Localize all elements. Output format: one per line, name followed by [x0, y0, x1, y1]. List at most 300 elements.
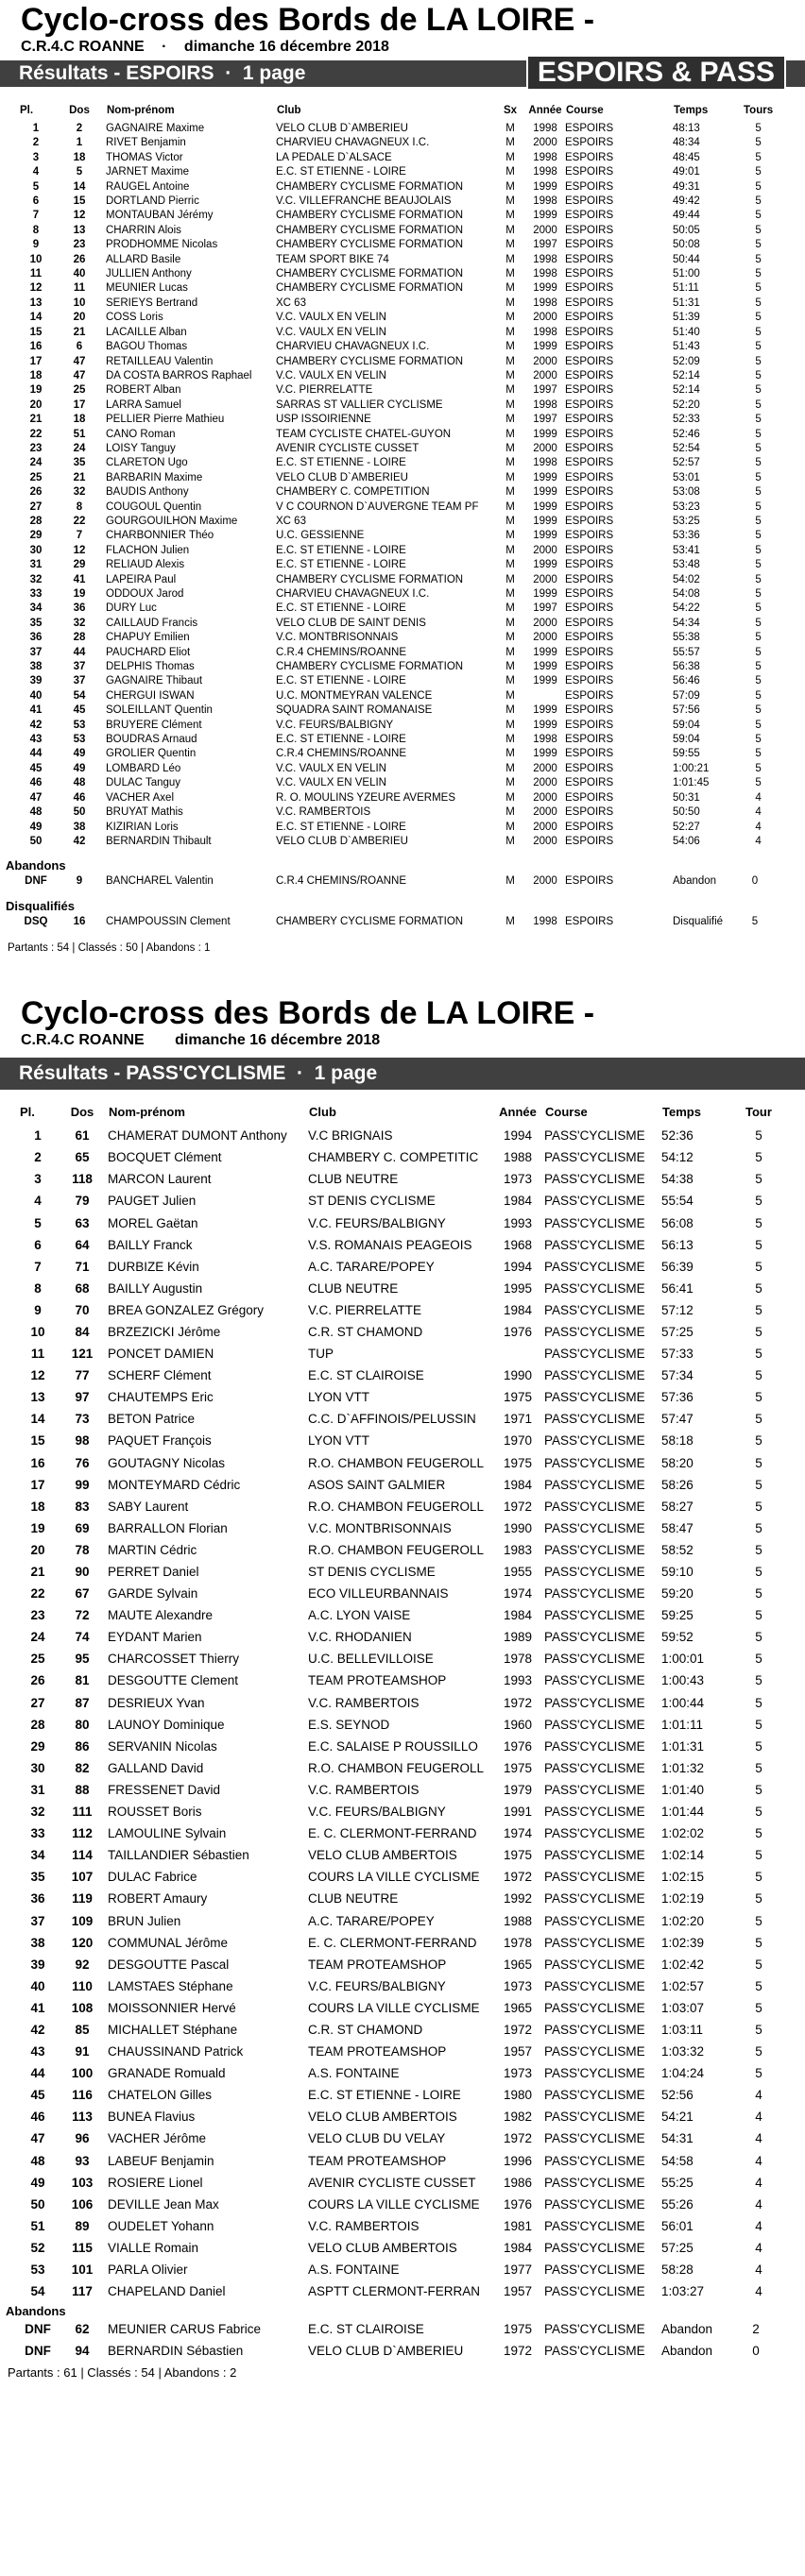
cell-year: 1973: [503, 2066, 533, 2081]
cell-sex: M: [505, 137, 515, 149]
cell-year: 1960: [503, 1717, 533, 1732]
cell-name: DEVILLE Jean Max: [108, 2196, 219, 2212]
cell-laps: 5: [755, 1978, 762, 1993]
dsq-label: Disqualifiés: [6, 898, 75, 913]
cell-name: DESGOUTTE Clement: [108, 1673, 239, 1688]
cell-bib: 14: [73, 180, 86, 193]
cell-rank: 8: [34, 1280, 42, 1296]
cell-year: 1993: [503, 1673, 533, 1688]
table-row: [19, 674, 774, 688]
cell-laps: 0: [752, 2344, 760, 2359]
cell-club: R.O. CHAMBON FEUGEROLL: [308, 1760, 485, 1775]
cell-bib: 120: [71, 1935, 94, 1950]
cell-bib: 12: [73, 544, 86, 556]
cell-sex: M: [505, 632, 515, 644]
cell-race: PASS'CYCLISME: [544, 1280, 645, 1296]
cell-time: 52:46: [673, 428, 700, 440]
cell-name: CHATELON Gilles: [108, 2088, 213, 2103]
header-club: Club: [277, 105, 301, 116]
cell-name: DORTLAND Pierric: [106, 195, 199, 208]
cell-rank: 45: [29, 762, 43, 774]
cell-time: 55:54: [661, 1194, 694, 1209]
cell-race: ESPOIRS: [565, 428, 614, 440]
abandons-label: Abandons: [6, 2304, 66, 2319]
cell-race: ESPOIRS: [565, 486, 614, 499]
cell-year: 1975: [503, 2322, 533, 2337]
header-time: Temps: [674, 105, 709, 116]
cell-club: CHAMBERY C. COMPETITIC: [308, 1150, 479, 1165]
abandons-label: Abandons: [6, 858, 66, 873]
cell-rank: 44: [30, 2066, 45, 2081]
cell-sex: M: [505, 297, 515, 309]
cell-name: CHARCOSSET Thierry: [108, 1652, 240, 1667]
cell-year: 1996: [503, 2153, 533, 2168]
table-row: [19, 821, 774, 835]
cell-name: CHAUTEMPS Eric: [108, 1390, 214, 1405]
table-row: [19, 413, 774, 427]
cell-name: PAQUET François: [108, 1433, 212, 1449]
cell-race: ESPOIRS: [565, 875, 614, 888]
cell-time: 51:11: [673, 282, 699, 295]
cell-name: LARRA Samuel: [106, 398, 181, 411]
cell-race: PASS'CYCLISME: [544, 2110, 645, 2125]
cell-club: E.C. ST ETIENNE - LOIRE: [276, 166, 406, 178]
table-row: [19, 515, 774, 529]
cell-rank: 29: [29, 530, 43, 542]
cell-name: PERRET Daniel: [108, 1565, 199, 1579]
cell-laps: 5: [755, 646, 762, 658]
cell-race: ESPOIRS: [565, 224, 614, 236]
cell-race: PASS'CYCLISME: [544, 1782, 645, 1797]
cell-sex: M: [505, 777, 515, 789]
cell-race: PASS'CYCLISME: [544, 1237, 645, 1252]
cell-rank: 20: [29, 398, 43, 411]
cell-year: 1978: [503, 1935, 533, 1950]
cell-laps: 5: [755, 2000, 762, 2015]
cell-bib: 92: [75, 1957, 90, 1972]
cell-rank: 28: [29, 515, 43, 527]
cell-bib: 95: [75, 1652, 90, 1667]
cell-rank: 42: [29, 719, 43, 731]
event-date: dimanche 16 décembre 2018: [183, 39, 389, 55]
cell-club: C.R.4 CHEMINS/ROANNE: [276, 875, 407, 888]
cell-rank: 37: [29, 646, 43, 658]
cell-bib: 37: [73, 661, 86, 673]
cell-bib: 79: [75, 1194, 90, 1209]
cell-club: V.C. VAULX EN VELIN: [276, 762, 386, 774]
cell-club: C.R.4 CHEMINS/ROANNE: [276, 748, 407, 760]
table-row: [19, 180, 774, 195]
cell-rank: 4: [34, 1194, 42, 1209]
cell-name: OUDELET Yohann: [108, 2218, 214, 2233]
abandon-row: [19, 874, 767, 889]
cell-bib: 40: [73, 268, 86, 280]
cell-laps: 5: [755, 573, 762, 585]
cell-rank: DNF: [25, 2344, 51, 2359]
cell-rank: 48: [29, 806, 43, 819]
cell-laps: 5: [755, 1652, 762, 1667]
cell-bib: 70: [75, 1302, 90, 1317]
cell-time: 1:02:02: [661, 1826, 705, 1841]
cell-club: A.C. TARARE/POPEY: [308, 1913, 435, 1928]
table-body: [19, 122, 774, 849]
cell-bib: 77: [75, 1368, 90, 1383]
cell-laps: 5: [755, 442, 762, 454]
cell-rank: 42: [30, 2022, 45, 2037]
cell-race: ESPOIRS: [565, 821, 614, 833]
cell-laps: 5: [755, 544, 762, 556]
cell-club: VELO CLUB AMBERTOIS: [308, 1848, 457, 1863]
cell-club: TEAM SPORT BIKE 74: [276, 253, 389, 265]
results-banner: [0, 1058, 805, 1090]
cell-club: V.C. VILLEFRANCHE BEAUJOLAIS: [276, 195, 452, 208]
cell-race: ESPOIRS: [565, 442, 614, 454]
cell-laps: 5: [755, 312, 762, 324]
cell-time: 56:38: [673, 661, 700, 673]
cell-race: PASS'CYCLISME: [544, 2196, 645, 2212]
cell-club: CHAMBERY CYCLISME FORMATION: [276, 210, 464, 222]
cell-race: PASS'CYCLISME: [544, 2284, 645, 2299]
cell-club: VELO CLUB DU VELAY: [308, 2131, 446, 2146]
cell-time: 59:10: [661, 1565, 694, 1579]
cell-club: V.C. RAMBERTOIS: [308, 2218, 420, 2233]
cell-bib: 54: [73, 689, 86, 702]
cell-laps: 5: [755, 326, 762, 338]
cell-bib: 15: [73, 195, 86, 208]
cell-rank: 40: [29, 689, 43, 702]
cell-sex: M: [505, 500, 515, 513]
cell-rank: 21: [30, 1565, 45, 1579]
cell-rank: 10: [29, 253, 43, 265]
cell-time: 1:02:15: [661, 1870, 705, 1885]
cell-club: TUP: [308, 1347, 334, 1362]
cell-year: 1988: [503, 1150, 533, 1165]
cell-time: 56:08: [661, 1215, 694, 1230]
cell-laps: 5: [755, 1891, 762, 1907]
cell-laps: 4: [755, 2196, 762, 2212]
cell-name: CHARRIN Alois: [106, 224, 181, 236]
cell-laps: 5: [755, 123, 762, 134]
cell-rank: 30: [29, 544, 43, 556]
cell-club: E.C. ST ETIENNE - LOIRE: [276, 457, 406, 469]
cell-year: 2000: [533, 821, 557, 833]
table-row: [19, 703, 774, 718]
cell-year: 1957: [503, 2044, 533, 2059]
table-row: [19, 1736, 773, 1757]
cell-rank: 47: [30, 2131, 45, 2146]
cell-bib: 78: [75, 1542, 90, 1557]
cell-name: BARBARIN Maxime: [106, 471, 203, 483]
cell-club: ECO VILLEURBANNAIS: [308, 1586, 449, 1602]
cell-rank: 30: [30, 1760, 45, 1775]
cell-laps: 5: [755, 1302, 762, 1317]
cell-club: V.C. RAMBERTOIS: [308, 1695, 420, 1710]
cell-year: 1975: [503, 1760, 533, 1775]
cell-club: V.C. RAMBERTOIS: [276, 806, 371, 819]
cell-laps: 5: [755, 398, 762, 411]
cell-name: MARTIN Cédric: [108, 1542, 197, 1557]
cell-race: ESPOIRS: [565, 602, 614, 615]
cell-time: 58:28: [661, 2262, 694, 2277]
header-race: Course: [566, 105, 604, 116]
cell-laps: 4: [755, 2284, 762, 2299]
cell-laps: 5: [755, 1347, 762, 1362]
cell-rank: 44: [29, 748, 43, 760]
header-race: Course: [545, 1105, 588, 1120]
table-row: [19, 151, 774, 165]
cell-time: 52:54: [673, 442, 700, 454]
table-row: [19, 2194, 773, 2215]
cell-rank: 9: [32, 239, 40, 251]
cell-club: ASPTT CLERMONT-FERRAN: [308, 2284, 481, 2299]
cell-bib: 16: [73, 915, 86, 927]
cell-club: E.C. ST ETIENNE - LOIRE: [308, 2088, 461, 2103]
espoirs-results-table: [19, 87, 774, 849]
cell-time: 48:34: [673, 137, 700, 149]
cell-year: 2000: [533, 573, 557, 585]
cell-year: 1999: [533, 646, 557, 658]
cell-bib: 116: [72, 2088, 93, 2103]
cell-bib: 13: [73, 224, 86, 236]
cell-rank: 13: [30, 1390, 45, 1405]
cell-rank: 34: [30, 1848, 45, 1863]
table-row: [19, 2215, 773, 2237]
cell-name: RELIAUD Alexis: [106, 559, 185, 571]
table-row: [19, 1146, 773, 1168]
cell-rank: 21: [29, 414, 43, 426]
cell-time: 52:56: [661, 2088, 694, 2103]
cell-year: 1975: [503, 1455, 533, 1470]
cell-race: PASS'CYCLISME: [544, 1194, 645, 1209]
cell-bib: 45: [73, 704, 86, 717]
cell-club: CHAMBERY CYCLISME FORMATION: [276, 224, 464, 236]
cell-rank: 9: [34, 1302, 42, 1317]
table-row: [19, 733, 774, 747]
cell-time: 54:02: [673, 573, 700, 585]
cell-year: 1990: [503, 1368, 533, 1383]
header-sex: Sx: [503, 105, 518, 116]
cell-bib: 65: [75, 1150, 90, 1165]
cell-rank: 5: [34, 1215, 42, 1230]
cell-laps: 5: [755, 137, 762, 149]
cell-name: VACHER Axel: [106, 791, 175, 804]
cell-laps: 4: [755, 2218, 762, 2233]
cell-rank: 5: [32, 180, 40, 193]
cell-laps: 4: [755, 791, 762, 804]
cell-bib: 83: [75, 1499, 90, 1514]
cell-time: 51:00: [673, 268, 700, 280]
event-title: Cyclo-cross des Bords de LA LOIRE -: [21, 2, 595, 38]
cell-year: 1965: [503, 2000, 533, 2015]
cell-rank: 4: [32, 166, 40, 178]
cell-laps: 5: [755, 457, 762, 469]
cell-year: 2000: [533, 544, 557, 556]
header-rank: Pl.: [20, 105, 34, 116]
cell-bib: 73: [75, 1412, 90, 1427]
cell-name: BAILLY Franck: [108, 1237, 193, 1252]
cell-rank: 1: [34, 1128, 42, 1144]
cell-laps: 5: [755, 180, 762, 193]
cell-year: 1999: [533, 341, 557, 353]
cell-year: 1968: [503, 1237, 533, 1252]
cell-race: ESPOIRS: [565, 515, 614, 527]
cell-laps: 5: [755, 297, 762, 309]
cell-club: V.C. VAULX EN VELIN: [276, 777, 386, 789]
cell-year: 2000: [533, 835, 557, 847]
cell-bib: 108: [71, 2000, 94, 2015]
cell-club: V.C. VAULX EN VELIN: [276, 326, 386, 338]
cell-club: V.C. FEURS/BALBIGNY: [308, 1215, 446, 1230]
cell-year: 1984: [503, 1608, 533, 1623]
cell-rank: 45: [30, 2088, 45, 2103]
cell-year: 2000: [533, 312, 557, 324]
cell-laps: 5: [755, 282, 762, 295]
table-row: [19, 355, 774, 369]
cell-rank: 50: [29, 835, 43, 847]
header-name: Nom-prénom: [107, 105, 175, 116]
table-row: [19, 1866, 773, 1888]
cell-laps: 5: [755, 1760, 762, 1775]
cell-year: 1972: [503, 2131, 533, 2146]
cell-race: PASS'CYCLISME: [544, 1520, 645, 1535]
cell-race: ESPOIRS: [565, 341, 614, 353]
cell-club: E. C. CLERMONT-FERRAND: [308, 1826, 477, 1841]
cell-laps: 5: [755, 239, 762, 251]
cell-time: 57:33: [661, 1347, 694, 1362]
cell-laps: 5: [755, 632, 762, 644]
table-row: [19, 631, 774, 645]
cell-bib: 12: [73, 210, 86, 222]
cell-club: V.C. VAULX EN VELIN: [276, 312, 386, 324]
cell-year: 1999: [533, 748, 557, 760]
cell-time: 1:01:44: [661, 1805, 705, 1820]
cell-year: 1977: [503, 2262, 533, 2277]
cell-race: ESPOIRS: [565, 719, 614, 731]
cell-year: 1999: [533, 500, 557, 513]
cell-rank: 32: [29, 573, 43, 585]
cell-club: E.C. ST ETIENNE - LOIRE: [276, 602, 406, 615]
cell-name: VACHER Jérôme: [108, 2131, 207, 2146]
cell-club: LYON VTT: [308, 1433, 370, 1449]
cell-time: 1:01:11: [661, 1717, 704, 1732]
cell-name: BUNEA Flavius: [108, 2110, 196, 2125]
cell-bib: 111: [72, 1805, 93, 1820]
cell-race: PASS'CYCLISME: [544, 1433, 645, 1449]
cell-bib: 85: [75, 2022, 90, 2037]
pass-results-table: [19, 1090, 773, 2302]
cell-sex: M: [505, 239, 515, 251]
table-row: [19, 281, 774, 296]
cell-name: VIALLE Romain: [108, 2240, 199, 2255]
cell-club: COURS LA VILLE CYCLISME: [308, 2196, 480, 2212]
cell-rank: 35: [29, 617, 43, 629]
cell-rank: 46: [29, 777, 43, 789]
cell-time: 1:03:32: [661, 2044, 705, 2059]
cell-bib: 5: [76, 166, 83, 178]
cell-rank: 25: [29, 471, 43, 483]
table-row: [19, 1517, 773, 1539]
cell-year: 1984: [503, 1302, 533, 1317]
cell-bib: 88: [75, 1782, 90, 1797]
cell-bib: 80: [75, 1717, 90, 1732]
table-row: [19, 340, 774, 354]
cell-year: 1998: [533, 166, 557, 178]
pass-abandons-table: [19, 2318, 767, 2362]
cell-sex: M: [505, 123, 515, 134]
cell-bib: 106: [71, 2196, 94, 2212]
cell-bib: 20: [73, 312, 86, 324]
cell-name: CLARETON Ugo: [106, 457, 188, 469]
header-club: Club: [309, 1105, 336, 1120]
organizer: C.R.4.C ROANNE: [21, 1032, 145, 1049]
header-bib: Dos: [70, 1105, 94, 1120]
cell-name: RETAILLEAU Valentin: [106, 355, 214, 367]
cell-year: 1975: [503, 1848, 533, 1863]
cell-rank: 14: [30, 1412, 45, 1427]
cell-laps: 4: [755, 2240, 762, 2255]
cell-name: MONTAUBAN Jérémy: [106, 210, 214, 222]
cell-year: 1994: [503, 1259, 533, 1274]
cell-time: 52:57: [673, 457, 700, 469]
table-row: [19, 1669, 773, 1691]
cell-club: VELO CLUB D`AMBERIEU: [308, 2344, 464, 2359]
cell-bib: 112: [72, 1826, 93, 1841]
cell-bib: 81: [75, 1673, 90, 1688]
cell-laps: 5: [755, 1280, 762, 1296]
cell-race: ESPOIRS: [565, 210, 614, 222]
cell-bib: 114: [72, 1848, 93, 1863]
cell-rank: 48: [30, 2153, 45, 2168]
cell-club: R.O. CHAMBON FEUGEROLL: [308, 1455, 485, 1470]
cell-race: PASS'CYCLISME: [544, 2175, 645, 2190]
cell-bib: 6: [76, 341, 83, 353]
table-row: [19, 2237, 773, 2259]
cell-rank: 1: [32, 123, 40, 134]
cell-race: ESPOIRS: [565, 282, 614, 295]
cell-name: BAUDIS Anthony: [106, 486, 189, 499]
cell-rank: 46: [30, 2110, 45, 2125]
cell-bib: 103: [71, 2175, 94, 2190]
cell-race: PASS'CYCLISME: [544, 1565, 645, 1579]
cell-rank: 19: [29, 384, 43, 397]
cell-sex: M: [505, 544, 515, 556]
cell-bib: 24: [73, 442, 86, 454]
cell-laps: 5: [755, 1957, 762, 1972]
cell-race: PASS'CYCLISME: [544, 2153, 645, 2168]
cell-bib: 18: [73, 151, 86, 163]
cell-laps: 5: [755, 369, 762, 381]
cell-race: ESPOIRS: [565, 123, 614, 134]
table-row: [19, 209, 774, 223]
cell-sex: M: [505, 442, 515, 454]
cell-laps: 5: [755, 268, 762, 280]
cell-year: 1999: [533, 471, 557, 483]
cell-race: PASS'CYCLISME: [544, 1870, 645, 1885]
table-row: [19, 1648, 773, 1669]
cell-laps: 5: [755, 1477, 762, 1492]
cell-rank: 20: [30, 1542, 45, 1557]
cell-bib: 109: [71, 1913, 94, 1928]
cell-race: ESPOIRS: [565, 457, 614, 469]
cell-club: TEAM PROTEAMSHOP: [308, 1673, 447, 1688]
cell-bib: 21: [73, 326, 86, 338]
cell-laps: 5: [755, 1738, 762, 1754]
cell-bib: 118: [72, 1172, 93, 1187]
cell-race: PASS'CYCLISME: [544, 1390, 645, 1405]
cell-name: LAMSTAES Stéphane: [108, 1978, 233, 1993]
cell-rank: 39: [29, 675, 43, 687]
header-laps: Tour: [745, 1105, 772, 1120]
